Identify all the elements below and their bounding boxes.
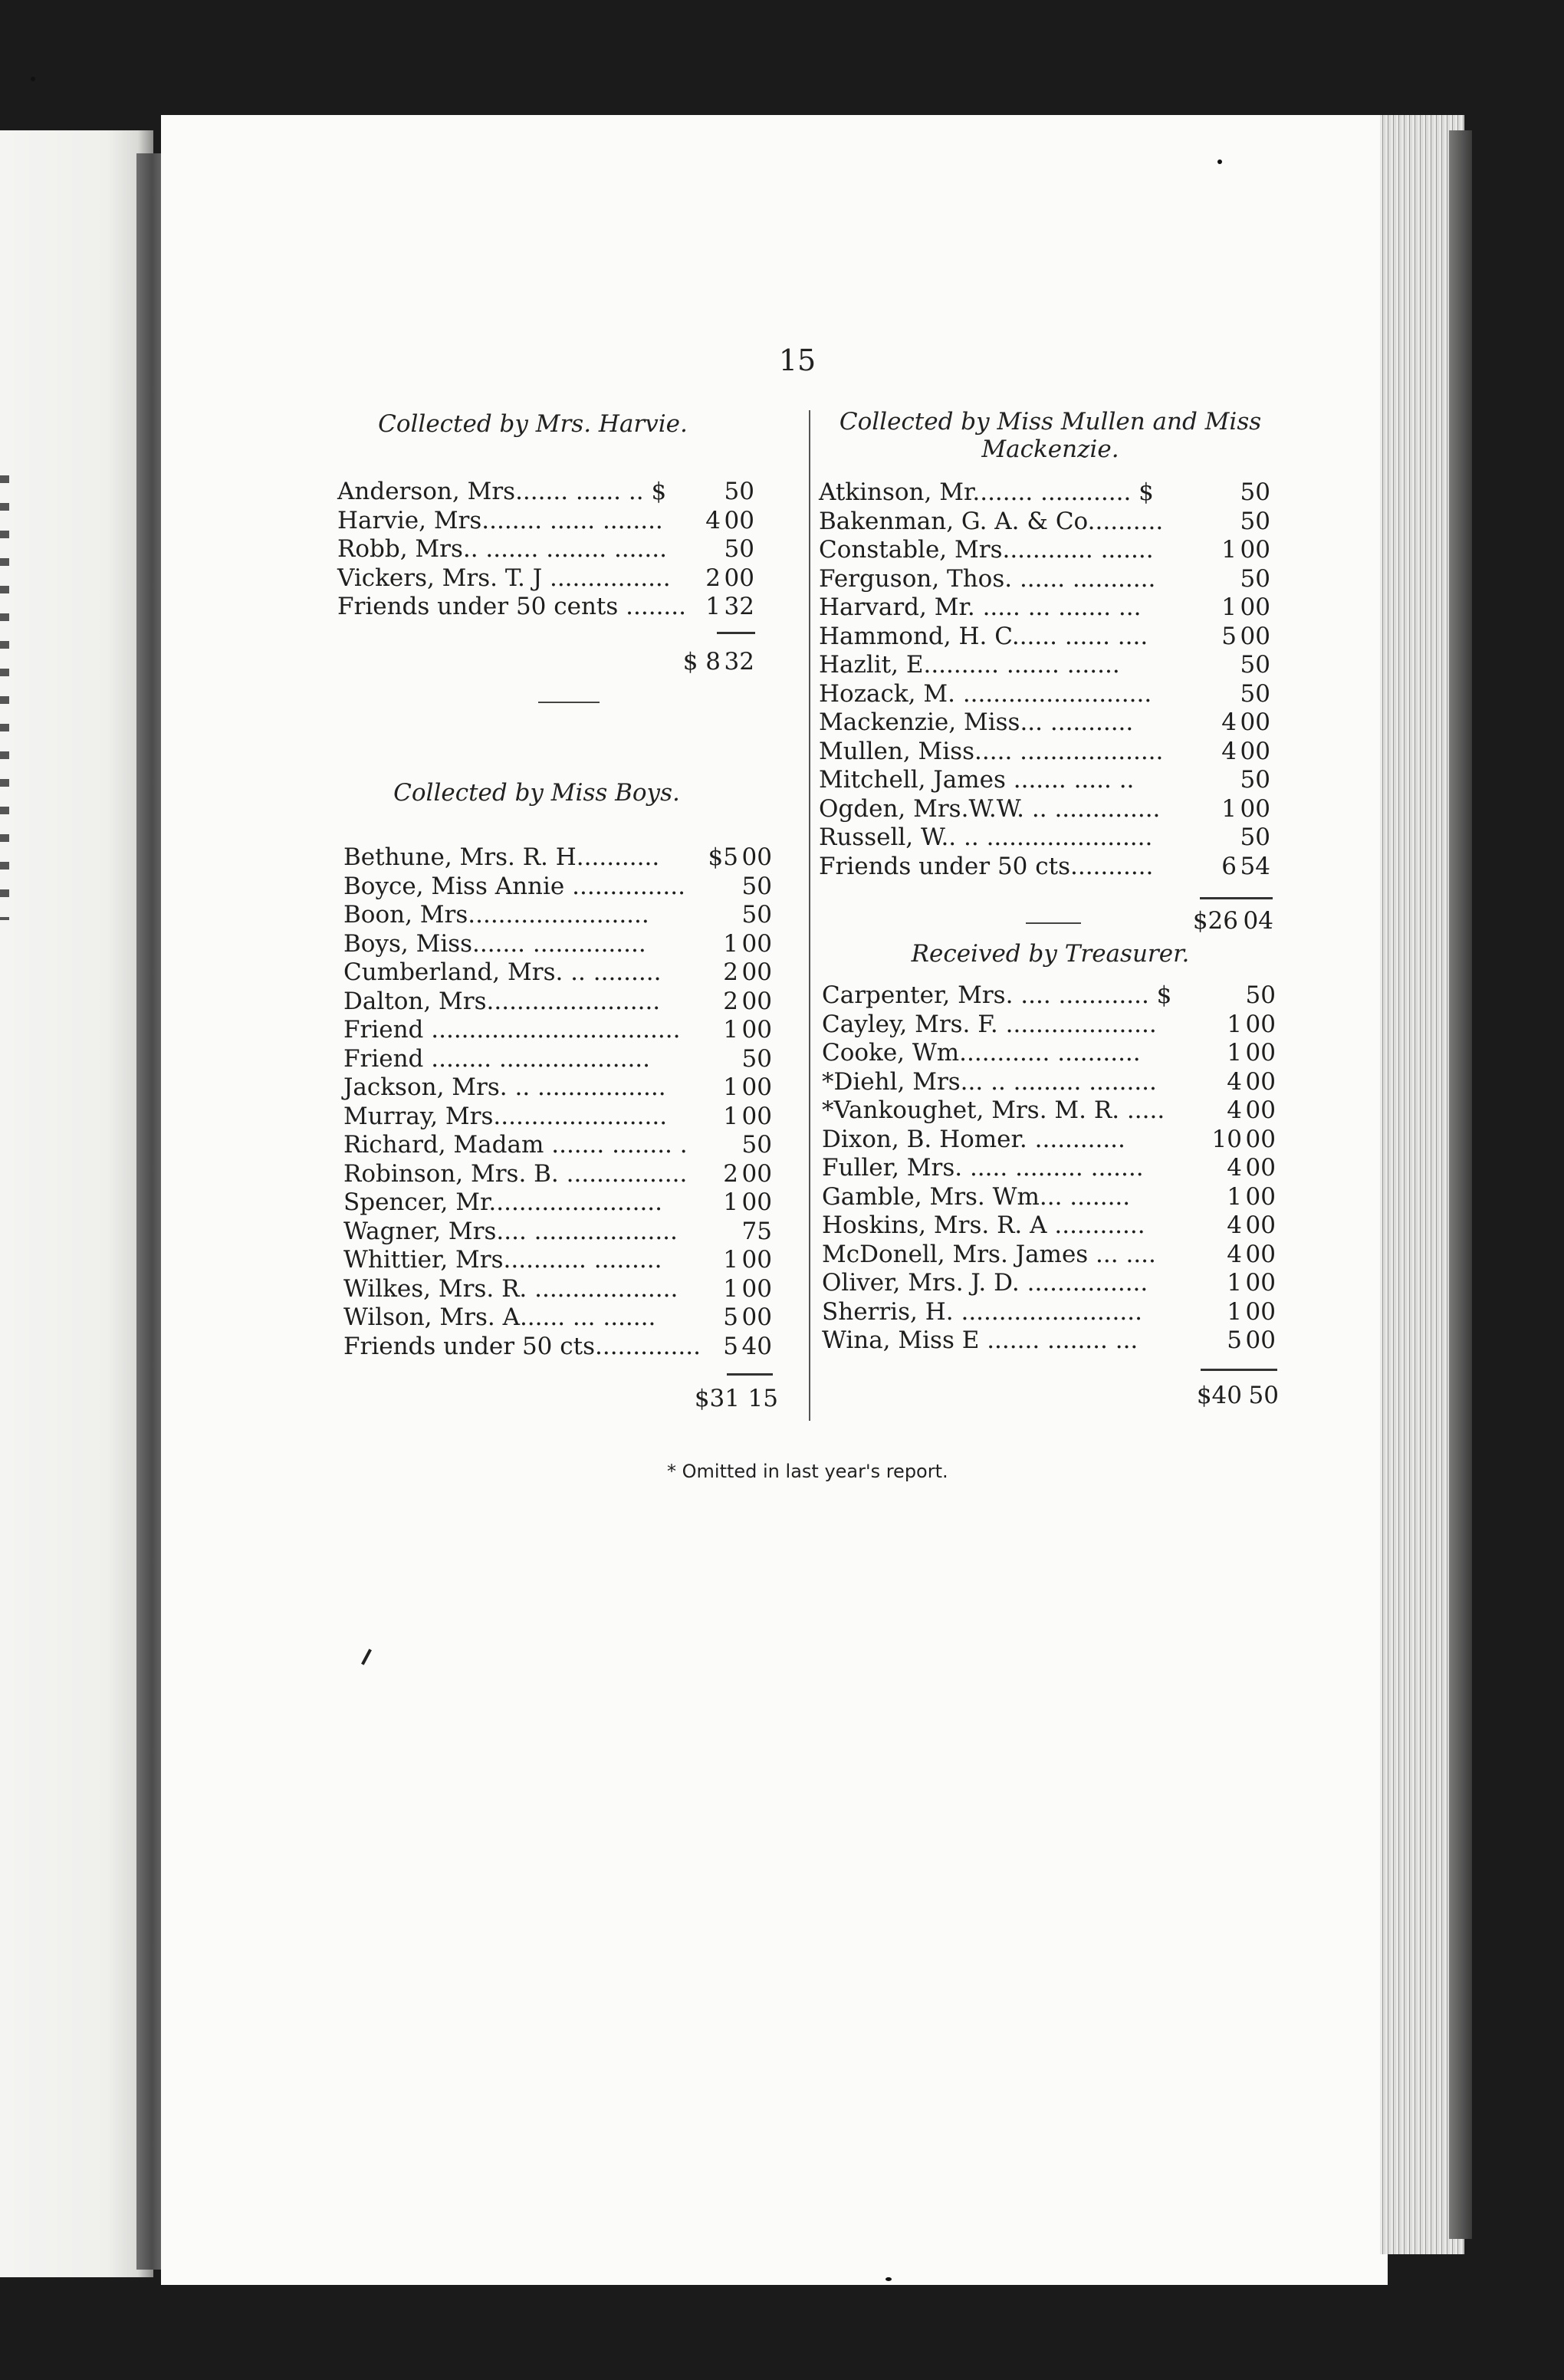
list-item bbox=[343, 1303, 773, 1333]
list-item bbox=[343, 1045, 773, 1074]
amount-cents: 50 bbox=[1245, 981, 1276, 1009]
total-dollars: $40 bbox=[1196, 1382, 1242, 1409]
contributor-name: Bethune, Mrs. R. H........... bbox=[343, 843, 660, 871]
amount-dollars: 1 bbox=[723, 1188, 738, 1216]
contributor-name: Mitchell, James ....... ..... .. bbox=[819, 766, 1135, 794]
section-heading-miss-mullen bbox=[820, 408, 1280, 463]
contributor-name: Ogden, Mrs.W.W. .. .............. bbox=[819, 794, 1161, 823]
list-item bbox=[343, 843, 773, 873]
list-item bbox=[343, 1073, 773, 1103]
list-item bbox=[343, 1246, 773, 1275]
total-rule bbox=[717, 632, 755, 634]
amount-cents: 00 bbox=[1245, 1326, 1276, 1354]
amount-dollars: 1 bbox=[1221, 794, 1237, 823]
contributor-name: Boyce, Miss Annie ............... bbox=[343, 872, 685, 900]
list-item bbox=[822, 981, 1290, 1011]
list-item bbox=[343, 1103, 773, 1132]
total-dollars: $31 bbox=[694, 1385, 740, 1412]
contributor-name: Murray, Mrs....................... bbox=[343, 1102, 668, 1130]
list-item bbox=[819, 795, 1279, 824]
speck bbox=[886, 2277, 892, 2281]
amount-cents: 00 bbox=[1245, 1125, 1276, 1153]
amount-dollars: 2 bbox=[723, 1159, 738, 1188]
list-item bbox=[822, 1039, 1290, 1068]
page-edges-shadow bbox=[1449, 130, 1472, 2239]
contributor-name: Sherris, H. ........................ bbox=[822, 1297, 1142, 1326]
list-item bbox=[819, 478, 1279, 508]
amount-cents: 00 bbox=[1245, 1182, 1276, 1211]
list-item bbox=[343, 1016, 773, 1045]
amount-cents: 50 bbox=[724, 478, 754, 505]
section-separator bbox=[1026, 922, 1081, 924]
contributor-name: Wilson, Mrs. A...... ... ....... bbox=[343, 1303, 656, 1331]
page-number: 15 bbox=[778, 344, 816, 377]
contributor-name: Wilkes, Mrs. R. ................... bbox=[343, 1274, 678, 1303]
contributor-name: Gamble, Mrs. Wm... ........ bbox=[822, 1182, 1131, 1211]
amount-cents: 50 bbox=[741, 872, 772, 900]
contributor-name: Russell, W.. .. ...................... bbox=[819, 823, 1153, 851]
amount-dollars: 4 bbox=[1227, 1154, 1242, 1182]
list-item bbox=[819, 593, 1279, 623]
contributor-name: Harvard, Mr. ..... ... ....... ... bbox=[819, 593, 1142, 621]
amount-cents: 50 bbox=[724, 535, 754, 563]
contributor-name: Friends under 50 cents ........ bbox=[337, 593, 686, 620]
amount-dollars: 4 bbox=[1221, 708, 1237, 736]
amount-cents: 00 bbox=[1240, 737, 1270, 765]
section-total-miss-mullen bbox=[1192, 907, 1284, 938]
amount-cents: 50 bbox=[1240, 478, 1270, 506]
contributor-name: Anderson, Mrs....... ...... .. $ bbox=[337, 478, 667, 505]
amount-cents: 00 bbox=[1245, 1269, 1276, 1297]
list-item bbox=[822, 1326, 1290, 1356]
amount-dollars: 5 bbox=[723, 1332, 738, 1360]
contributor-name: Vickers, Mrs. T. J ................ bbox=[337, 564, 671, 592]
section-total-mrs-harvie bbox=[675, 648, 759, 679]
list-item bbox=[343, 930, 773, 959]
amount-dollars: 1 bbox=[1221, 593, 1237, 621]
amount-dollars: 1 bbox=[705, 593, 721, 620]
amount-cents: 50 bbox=[1240, 766, 1270, 794]
contributor-name: Constable, Mrs............ ....... bbox=[819, 536, 1154, 564]
amount-cents: 00 bbox=[741, 1246, 772, 1274]
amount-cents: 50 bbox=[741, 1131, 772, 1159]
contributor-name: Whittier, Mrs........... ......... bbox=[343, 1246, 662, 1274]
list-item bbox=[819, 853, 1279, 882]
amount-dollars: $5 bbox=[708, 843, 738, 871]
list-item bbox=[822, 1154, 1290, 1183]
amount-cents: 00 bbox=[741, 1303, 772, 1331]
list-item bbox=[822, 1011, 1290, 1040]
list-item bbox=[343, 1218, 773, 1247]
amount-cents: 00 bbox=[741, 1102, 772, 1130]
list-item bbox=[819, 565, 1279, 594]
list-item bbox=[343, 1188, 773, 1218]
amount-cents: 00 bbox=[741, 843, 772, 871]
amount-dollars: 1 bbox=[1221, 536, 1237, 564]
list-item bbox=[819, 536, 1279, 565]
list-item bbox=[337, 593, 759, 622]
amount-dollars: 1 bbox=[1227, 1182, 1242, 1211]
list-item bbox=[822, 1096, 1290, 1126]
list-item bbox=[819, 680, 1279, 709]
list-item bbox=[822, 1241, 1290, 1270]
amount-dollars: 5 bbox=[1221, 622, 1237, 650]
facing-page-text-edge bbox=[0, 475, 9, 920]
amount-dollars: 1 bbox=[723, 1073, 738, 1101]
amount-dollars: 2 bbox=[723, 958, 738, 986]
speck bbox=[31, 77, 35, 81]
list-item bbox=[822, 1183, 1290, 1212]
amount-dollars: 4 bbox=[1227, 1096, 1242, 1124]
amount-cents: 00 bbox=[724, 506, 754, 534]
amount-cents: 32 bbox=[724, 593, 754, 620]
contributor-name: Wina, Miss E ....... ........ ... bbox=[822, 1326, 1138, 1354]
amount-dollars: 2 bbox=[723, 987, 738, 1015]
contributor-name: Cooke, Wm............ ........... bbox=[822, 1039, 1141, 1067]
amount-dollars: 4 bbox=[705, 506, 721, 534]
contributor-name: Hozack, M. ......................... bbox=[819, 679, 1152, 708]
amount-cents: 00 bbox=[741, 1188, 772, 1216]
list-item bbox=[343, 1131, 773, 1160]
list-item bbox=[819, 738, 1279, 767]
total-dollars: $26 bbox=[1192, 907, 1238, 935]
list-item bbox=[819, 708, 1279, 738]
facing-page bbox=[0, 130, 153, 2277]
section-heading-miss-boys: Collected by Miss Boys. bbox=[393, 779, 680, 807]
total-cents: 32 bbox=[724, 648, 754, 676]
amount-dollars: 1 bbox=[1227, 1010, 1242, 1038]
total-rule bbox=[1201, 1369, 1277, 1371]
heading-line: Collected by Miss Mullen and Miss bbox=[839, 408, 1262, 436]
list-item bbox=[819, 623, 1279, 652]
list-item bbox=[337, 507, 759, 536]
list-item bbox=[822, 1068, 1290, 1097]
list-item bbox=[337, 535, 759, 564]
contributor-name: Cumberland, Mrs. .. ......... bbox=[343, 958, 662, 986]
list-miss-boys bbox=[343, 843, 773, 1361]
section-heading-mrs-harvie: Collected by Mrs. Harvie. bbox=[378, 410, 688, 438]
amount-cents: 00 bbox=[741, 1274, 772, 1303]
speck bbox=[1217, 159, 1222, 164]
amount-cents: 00 bbox=[741, 1016, 772, 1044]
amount-cents: 00 bbox=[741, 987, 772, 1015]
contributor-name: McDonell, Mrs. James ... .... bbox=[822, 1240, 1156, 1268]
section-separator bbox=[538, 702, 600, 703]
contributor-name: Jackson, Mrs. .. ................. bbox=[343, 1073, 666, 1101]
contributor-name: Friends under 50 cts........... bbox=[819, 852, 1154, 880]
amount-cents: 00 bbox=[741, 1159, 772, 1188]
amount-cents: 00 bbox=[1245, 1297, 1276, 1326]
list-item bbox=[822, 1298, 1290, 1327]
amount-dollars: 2 bbox=[705, 564, 721, 592]
contributor-name: Robinson, Mrs. B. ................ bbox=[343, 1159, 688, 1188]
list-item bbox=[337, 564, 759, 593]
amount-dollars: 4 bbox=[1227, 1067, 1242, 1096]
contributor-name: Atkinson, Mr........ ............ $ bbox=[819, 478, 1154, 506]
list-item bbox=[822, 1269, 1290, 1298]
contributor-name: Boon, Mrs........................ bbox=[343, 901, 649, 929]
contributor-name: Wagner, Mrs.... ................... bbox=[343, 1217, 678, 1245]
total-cents: 15 bbox=[748, 1385, 778, 1412]
amount-dollars: 1 bbox=[1227, 1039, 1242, 1067]
heading-line: Mackenzie. bbox=[981, 436, 1119, 463]
list-item bbox=[343, 873, 773, 902]
amount-dollars: 4 bbox=[1227, 1211, 1242, 1239]
contributor-name: Hammond, H. C...... ...... .... bbox=[819, 622, 1148, 650]
amount-dollars: 5 bbox=[723, 1303, 738, 1331]
amount-dollars: 1 bbox=[723, 1274, 738, 1303]
amount-cents: 50 bbox=[741, 1044, 772, 1073]
amount-cents: 00 bbox=[1245, 1010, 1276, 1038]
amount-cents: 00 bbox=[1245, 1067, 1276, 1096]
list-mrs-harvie bbox=[337, 478, 759, 622]
contributor-name: Boys, Miss....... ............... bbox=[343, 929, 646, 958]
column-divider bbox=[809, 410, 810, 1421]
list-item bbox=[343, 1275, 773, 1304]
amount-cents: 00 bbox=[1245, 1211, 1276, 1239]
amount-dollars: 1 bbox=[723, 929, 738, 958]
contributor-name: Bakenman, G. A. & Co.......... bbox=[819, 507, 1164, 535]
amount-cents: 00 bbox=[1245, 1154, 1276, 1182]
contributor-name: Oliver, Mrs. J. D. ................ bbox=[822, 1269, 1148, 1297]
list-item bbox=[343, 901, 773, 930]
contributor-name: Cayley, Mrs. F. .................... bbox=[822, 1010, 1157, 1038]
amount-cents: 50 bbox=[1240, 564, 1270, 593]
contributor-name: *Vankoughet, Mrs. M. R. ..... bbox=[822, 1096, 1165, 1124]
amount-cents: 50 bbox=[1240, 507, 1270, 535]
footnote: * Omitted in last year's report. bbox=[667, 1461, 948, 1482]
amount-cents: 00 bbox=[1240, 708, 1270, 736]
amount-dollars: 1 bbox=[1227, 1269, 1242, 1297]
amount-dollars: 1 bbox=[723, 1016, 738, 1044]
total-cents: 50 bbox=[1248, 1382, 1279, 1409]
list-item bbox=[343, 988, 773, 1017]
amount-cents: 00 bbox=[1245, 1096, 1276, 1124]
list-item bbox=[819, 508, 1279, 537]
amount-cents: 00 bbox=[1240, 536, 1270, 564]
contributor-name: Hoskins, Mrs. R. A ............ bbox=[822, 1211, 1145, 1239]
amount-dollars: 4 bbox=[1227, 1240, 1242, 1268]
contributor-name: Mullen, Miss..... ................... bbox=[819, 737, 1164, 765]
amount-cents: 50 bbox=[1240, 679, 1270, 708]
contributor-name: Dalton, Mrs....................... bbox=[343, 987, 661, 1015]
amount-cents: 50 bbox=[741, 901, 772, 929]
contributor-name: Robb, Mrs.. ....... ........ ....... bbox=[337, 535, 667, 563]
amount-dollars: 5 bbox=[1227, 1326, 1242, 1354]
contributor-name: Fuller, Mrs. ..... ......... ....... bbox=[822, 1154, 1144, 1182]
contributor-name: Dixon, B. Homer. ............ bbox=[822, 1125, 1125, 1153]
section-heading-treasurer: Received by Treasurer. bbox=[911, 940, 1190, 968]
amount-dollars: 1 bbox=[723, 1246, 738, 1274]
amount-cents: 75 bbox=[741, 1217, 772, 1245]
contributor-name: Harvie, Mrs........ ...... ........ bbox=[337, 506, 663, 534]
amount-cents: 00 bbox=[741, 929, 772, 958]
amount-dollars: 1 bbox=[723, 1102, 738, 1130]
list-item bbox=[822, 1211, 1290, 1241]
amount-dollars: 6 bbox=[1221, 852, 1237, 880]
contributor-name: Ferguson, Thos. ...... ........... bbox=[819, 564, 1156, 593]
amount-cents: 00 bbox=[741, 1073, 772, 1101]
contributor-name: *Diehl, Mrs... .. ......... ......... bbox=[822, 1067, 1157, 1096]
amount-cents: 00 bbox=[1245, 1039, 1276, 1067]
section-total-miss-boys bbox=[694, 1385, 786, 1415]
amount-cents: 50 bbox=[1240, 651, 1270, 679]
amount-dollars: 4 bbox=[1221, 737, 1237, 765]
list-item bbox=[822, 1126, 1290, 1155]
amount-cents: 54 bbox=[1240, 852, 1270, 880]
amount-cents: 00 bbox=[1245, 1240, 1276, 1268]
amount-cents: 00 bbox=[1240, 593, 1270, 621]
amount-cents: 50 bbox=[1240, 823, 1270, 851]
total-dollars: $ 8 bbox=[682, 648, 721, 676]
total-rule bbox=[1200, 897, 1273, 899]
contributor-name: Friends under 50 cts.............. bbox=[343, 1332, 701, 1360]
amount-cents: 00 bbox=[724, 564, 754, 592]
contributor-name: Richard, Madam ....... ........ . bbox=[343, 1131, 688, 1159]
list-item bbox=[343, 1160, 773, 1189]
amount-cents: 00 bbox=[1240, 794, 1270, 823]
contributor-name: Mackenzie, Miss... ........... bbox=[819, 708, 1134, 736]
total-cents: 04 bbox=[1243, 907, 1273, 935]
contributor-name: Carpenter, Mrs. .... ............ $ bbox=[822, 981, 1172, 1009]
total-rule bbox=[727, 1373, 773, 1376]
list-item bbox=[819, 766, 1279, 795]
contributor-name: Friend ........ .................... bbox=[343, 1044, 651, 1073]
amount-dollars: 10 bbox=[1211, 1125, 1242, 1153]
list-item bbox=[343, 1333, 773, 1362]
amount-cents: 00 bbox=[1240, 622, 1270, 650]
contributor-name: Spencer, Mr....................... bbox=[343, 1188, 663, 1216]
list-item bbox=[819, 651, 1279, 680]
list-item bbox=[819, 823, 1279, 853]
amount-dollars: 1 bbox=[1227, 1297, 1242, 1326]
contributor-name: Hazlit, E.......... ....... ....... bbox=[819, 651, 1120, 679]
list-item bbox=[343, 958, 773, 988]
contributor-name: Friend ................................. bbox=[343, 1016, 681, 1044]
list-miss-mullen bbox=[819, 478, 1279, 881]
section-total-treasurer bbox=[1193, 1382, 1285, 1412]
amount-cents: 40 bbox=[741, 1332, 772, 1360]
amount-cents: 00 bbox=[741, 958, 772, 986]
list-item bbox=[337, 478, 759, 507]
list-treasurer bbox=[822, 981, 1290, 1356]
